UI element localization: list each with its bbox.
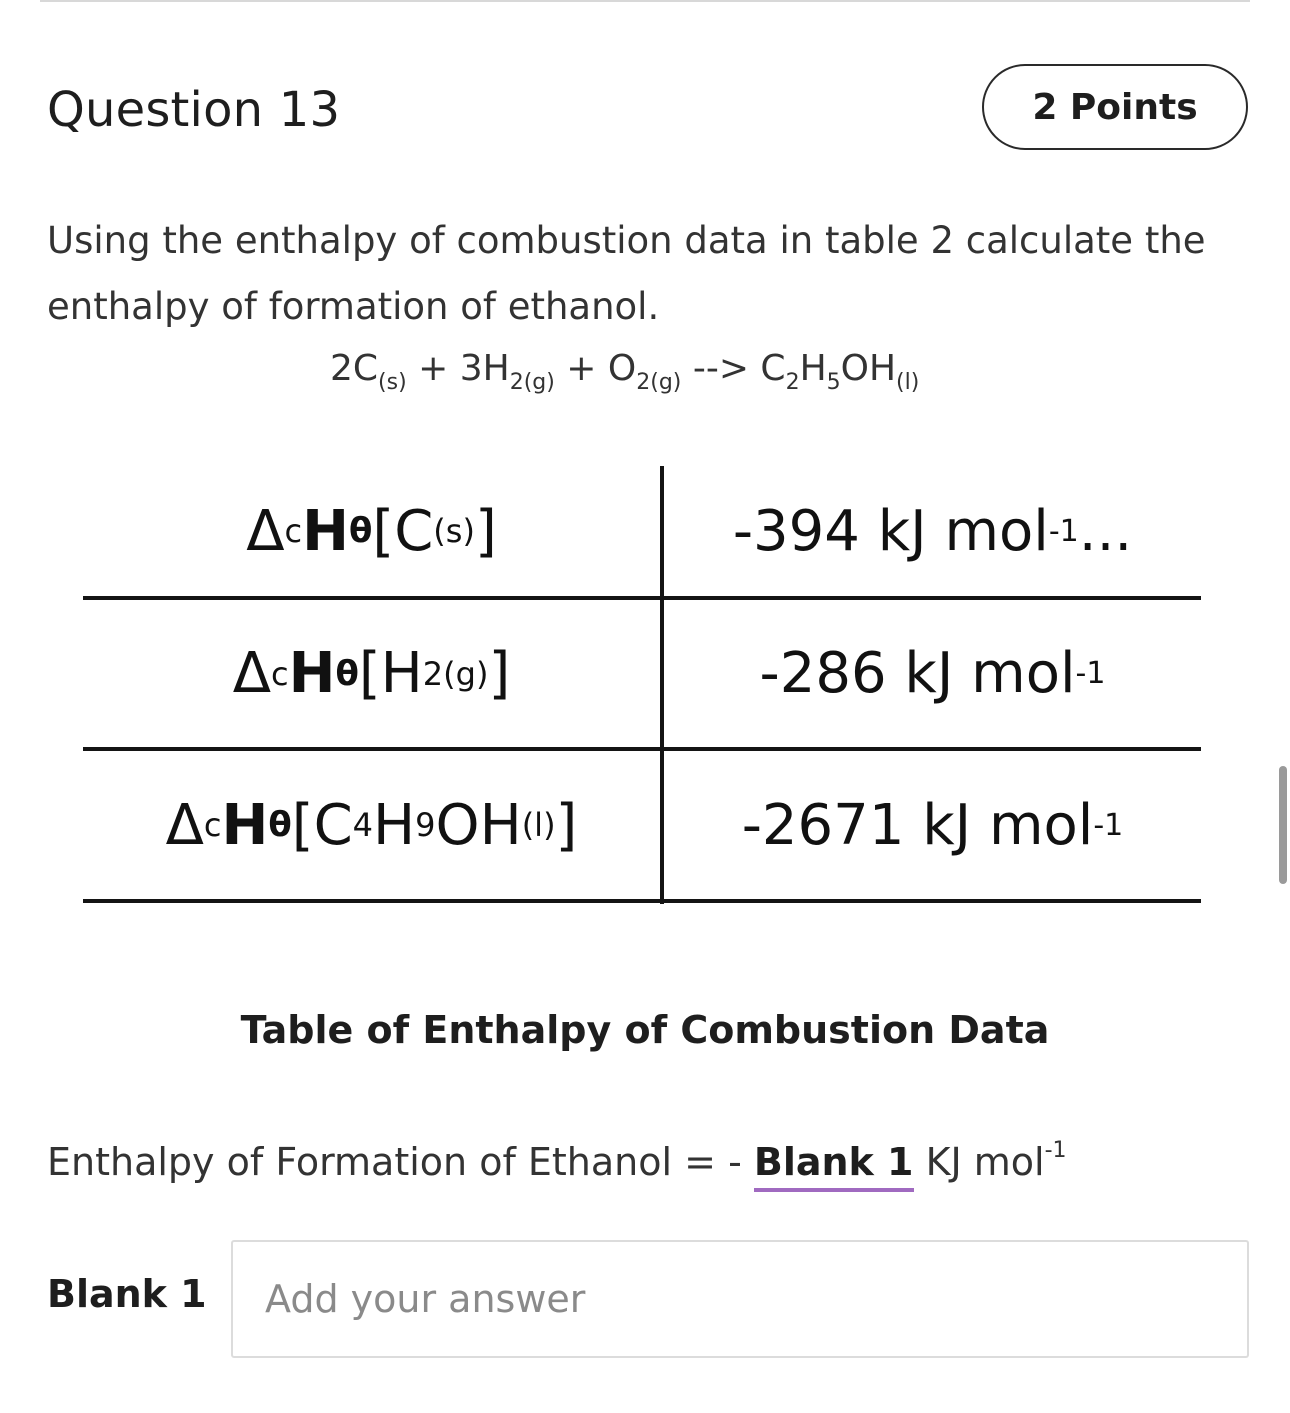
species-open: [C [372,498,434,564]
combustion-subscript: c [203,806,222,844]
standard-symbol: θ [335,653,359,694]
question-title: Question 13 [47,82,341,138]
species-subscript: (l) [521,806,556,844]
table-cell-label [83,466,660,596]
unit-exponent: -1 [1044,1138,1067,1163]
unit-exponent: -1 [1075,656,1106,691]
reaction-equation [330,348,919,395]
species-close: ] [555,792,578,858]
top-divider [40,0,1250,2]
combustion-subscript: c [271,654,289,693]
species-open: [H [358,641,423,706]
species-part: OH [435,792,522,858]
combustion-data-table [83,466,1201,904]
delta-symbol: Δ [232,641,271,706]
eq-term: + 3H [406,348,510,389]
standard-symbol: θ [348,511,373,551]
species-close: ] [488,641,511,706]
enthalpy-value: -286 kJ mol [759,641,1076,706]
blank-1-answer-input[interactable] [231,1240,1249,1358]
eq-term: 2C [330,348,379,389]
unit-exponent: -1 [1093,807,1124,843]
scrollbar-thumb[interactable] [1279,766,1287,884]
table-cell-value [664,600,1201,747]
formation-statement [47,1138,1067,1184]
truncation-ellipsis: ... [1078,498,1133,564]
eq-term: OH [840,348,897,389]
enthalpy-symbol: H [288,641,336,706]
enthalpy-symbol: H [302,498,349,564]
species-subscript: 9 [415,806,436,844]
eq-sub: 2 [785,370,800,395]
eq-sub: (s) [378,370,407,395]
delta-symbol: Δ [246,498,285,564]
question-text: Using the enthalpy of combustion data in table 2 calculate the enthalpy of formation of ethanol. [47,219,1206,328]
standard-symbol: θ [268,805,292,845]
species-subscript: (s) [433,512,475,550]
species-part: H [373,792,416,858]
formation-unit: KJ mol [913,1140,1045,1184]
delta-symbol: Δ [165,792,204,858]
eq-term: H [799,348,827,389]
eq-sub: 2(g) [636,370,682,395]
species-close: ] [474,498,497,564]
formation-prefix: Enthalpy of Formation of Ethanol = - [47,1140,754,1184]
species-open: [C [291,792,353,858]
table-cell-value [664,751,1201,899]
table-cell-label [83,600,660,747]
combustion-subscript: c [284,512,303,550]
blank-1-reference[interactable]: Blank 1 [754,1140,914,1192]
unit-exponent: -1 [1048,513,1079,549]
enthalpy-value: -394 kJ mol [732,498,1049,564]
species-subscript: 2(g) [422,654,489,693]
eq-sub: 2(g) [509,370,555,395]
eq-sub: 5 [826,370,841,395]
species-subscript: 4 [352,806,374,844]
enthalpy-value: -2671 kJ mol [741,792,1094,858]
blank-1-label: Blank 1 [47,1272,207,1316]
table-cell-value [664,466,1201,596]
table-cell-label [83,751,660,899]
eq-term: + O [554,348,637,389]
enthalpy-symbol: H [221,792,269,858]
table-row-divider [83,899,1201,903]
table-caption: Table of Enthalpy of Combustion Data [240,1008,1050,1052]
points-badge: 2 Points [982,64,1248,150]
eq-sub: (l) [896,370,920,395]
eq-term: --> C [681,348,786,389]
